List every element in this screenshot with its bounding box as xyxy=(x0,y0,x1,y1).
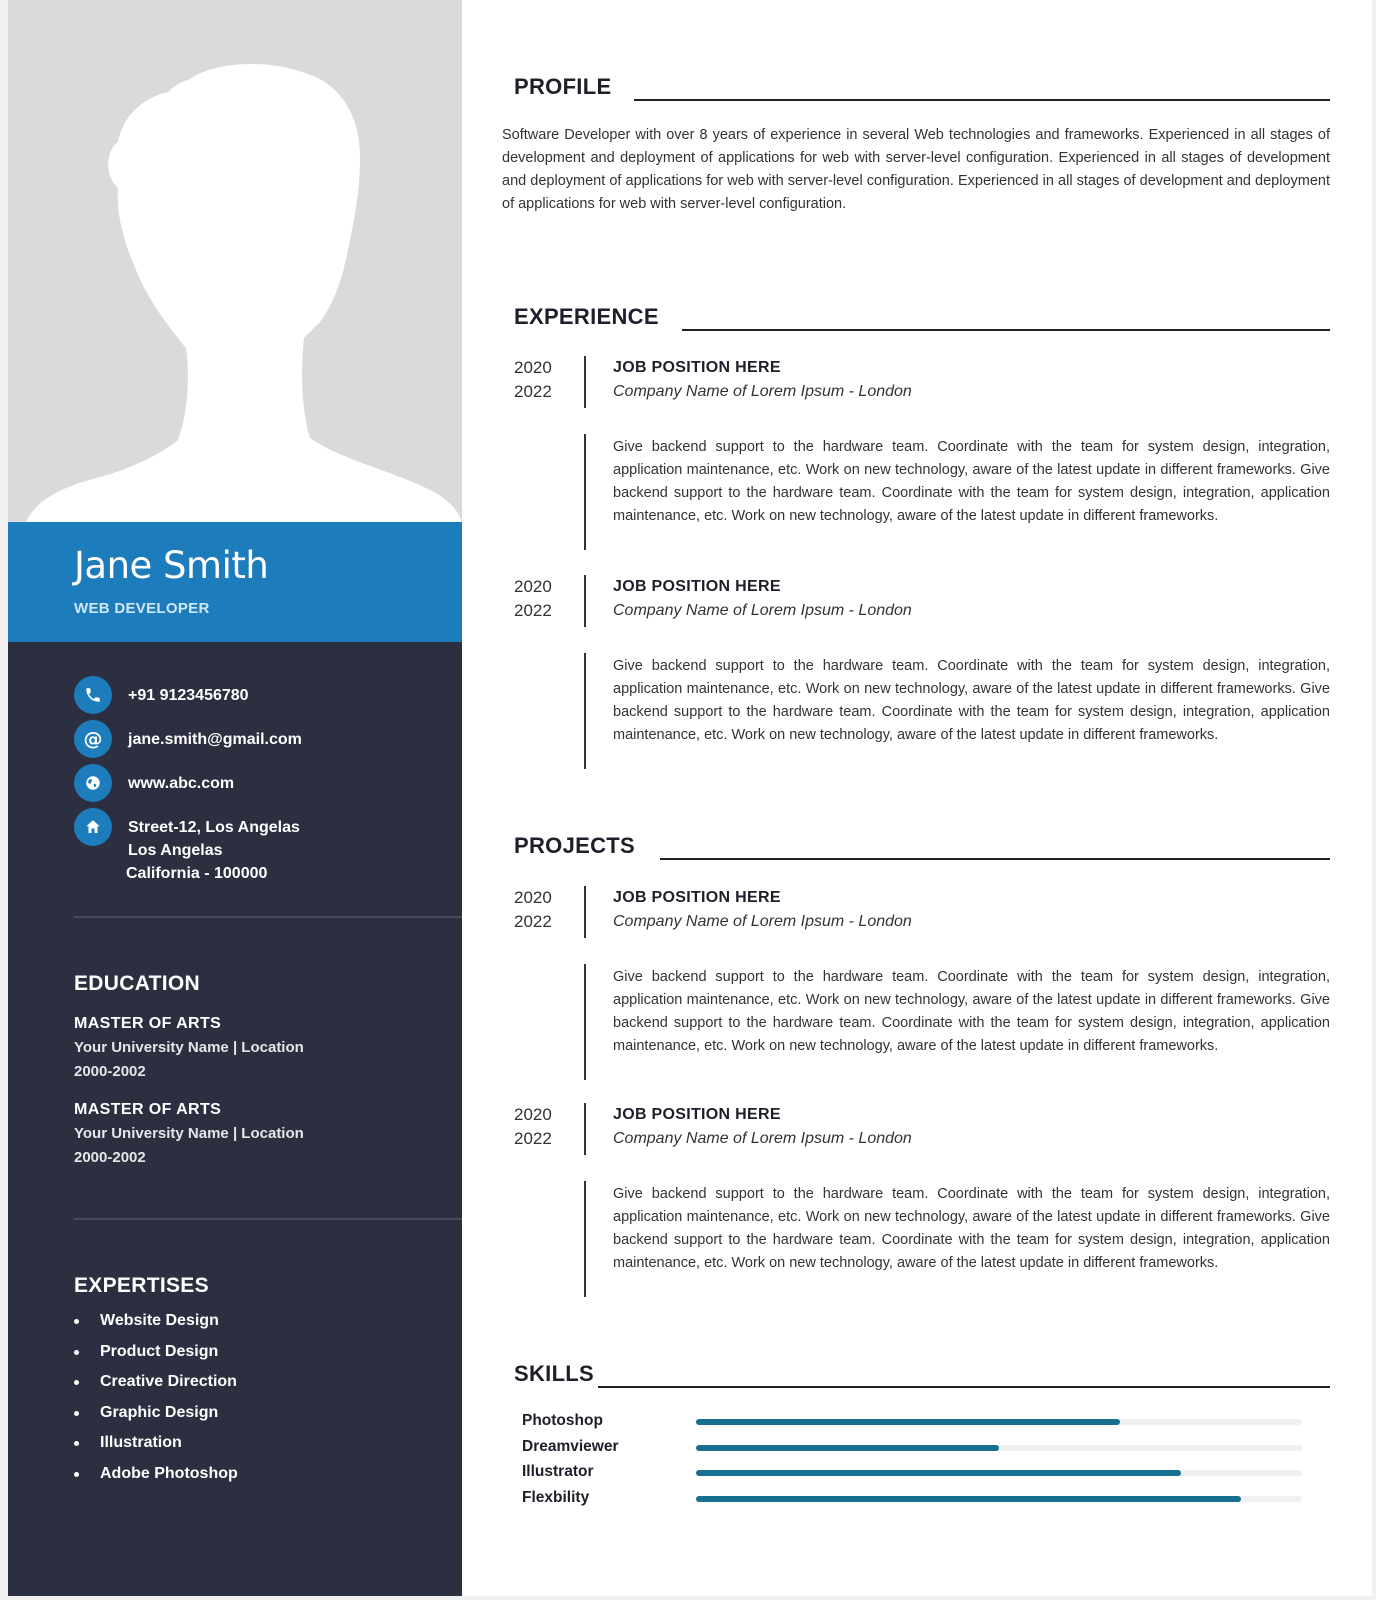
skill-bar-track xyxy=(696,1445,1302,1451)
timeline-line xyxy=(584,653,586,769)
list-item xyxy=(74,1341,238,1372)
company-name: Company Name of Lorem Ipsum - London xyxy=(613,602,912,619)
year-start: 2020 xyxy=(514,358,552,377)
degree-school: Your University Name | Location xyxy=(74,1125,304,1142)
profile-heading: PROFILE xyxy=(514,74,612,99)
expertise-label: Creative Direction xyxy=(100,1373,237,1391)
expertises-heading: EXPERTISES xyxy=(74,1274,209,1297)
expertise-label: Graphic Design xyxy=(100,1403,219,1421)
timeline-line xyxy=(584,964,586,1080)
skill-bar-fill xyxy=(696,1470,1181,1476)
address-line-2: Los Angelas xyxy=(128,842,223,859)
entry-years xyxy=(514,886,552,934)
experience-rule xyxy=(682,329,1330,331)
timeline-line xyxy=(584,1103,586,1155)
profile-summary: Software Developer with over 8 years of experience in several Web technologies and frameworks. Experienced in all stages of development and deployment of applications for web with server-level configuration. Experienced in all stages of development and deployment of applications for web with server-level configuration. Experienced in all stages of development and deployment of applications for web with server-level configuration. xyxy=(502,127,1330,212)
sidebar-divider xyxy=(74,916,462,918)
bullet-icon xyxy=(74,1380,79,1385)
bullet-icon xyxy=(74,1319,79,1324)
year-start: 2020 xyxy=(514,888,552,907)
list-item xyxy=(74,1371,238,1402)
skill-row xyxy=(522,1461,1312,1487)
skill-name: Dreamviewer xyxy=(522,1437,619,1455)
timeline-line xyxy=(584,434,586,550)
skill-row xyxy=(522,1436,1312,1462)
job-description: Give backend support to the hardware team. Coordinate with the team for system design, integration, application maintenance, etc. Work on new technology, aware of the latest update in different frameworks. Give backend support to the hardware team. Coordinate with the team for system design, integration, application maintenance, etc. Work on new technology, aware of the latest update in different frameworks. xyxy=(613,1186,1330,1271)
name-band xyxy=(8,522,462,642)
skill-bar-track xyxy=(696,1419,1302,1425)
expertises-list xyxy=(74,1310,238,1494)
company-name: Company Name of Lorem Ipsum - London xyxy=(613,913,912,930)
year-end: 2022 xyxy=(514,382,552,401)
entry-years xyxy=(514,575,552,623)
person-name: Jane Smith xyxy=(74,544,269,587)
home-icon xyxy=(74,808,112,846)
resume-page xyxy=(8,0,1372,1596)
skill-row xyxy=(522,1410,1312,1436)
sidebar xyxy=(8,0,462,1596)
job-description: Give backend support to the hardware team. Coordinate with the team for system design, integration, application maintenance, etc. Work on new technology, aware of the latest update in different frameworks. Give backend support to the hardware team. Coordinate with the team for system design, integration, application maintenance, etc. Work on new technology, aware of the latest update in different frameworks. xyxy=(613,658,1330,743)
list-item xyxy=(74,1432,238,1463)
job-position: JOB POSITION HERE xyxy=(613,1106,781,1123)
profile-rule xyxy=(634,99,1330,101)
education-item xyxy=(74,1098,434,1170)
skills-list xyxy=(522,1410,1312,1512)
timeline-line xyxy=(584,575,586,627)
list-item xyxy=(74,1310,238,1341)
company-name: Company Name of Lorem Ipsum - London xyxy=(613,1130,912,1147)
skill-bar-fill xyxy=(696,1419,1120,1425)
year-start: 2020 xyxy=(514,1105,552,1124)
degree-years: 2000-2002 xyxy=(74,1063,146,1080)
company-name: Company Name of Lorem Ipsum - London xyxy=(613,383,912,400)
timeline-line xyxy=(584,356,586,408)
skill-name: Photoshop xyxy=(522,1412,603,1429)
timeline-line xyxy=(584,886,586,938)
year-end: 2022 xyxy=(514,912,552,931)
list-item xyxy=(74,1402,238,1433)
profile-photo xyxy=(8,0,462,522)
at-icon: @ xyxy=(74,720,112,758)
expertise-label: Product Design xyxy=(100,1342,219,1360)
job-position: JOB POSITION HERE xyxy=(613,578,781,595)
skill-name: Flexbility xyxy=(522,1488,590,1506)
projects-heading: PROJECTS xyxy=(514,833,635,858)
experience-heading: EXPERIENCE xyxy=(514,304,659,329)
list-item xyxy=(74,1463,238,1494)
year-start: 2020 xyxy=(514,577,552,596)
skill-bar-fill xyxy=(696,1496,1241,1502)
entry-years xyxy=(514,356,552,404)
globe-icon xyxy=(74,764,112,802)
entry-years xyxy=(514,1103,552,1151)
bullet-icon xyxy=(74,1441,79,1446)
address-line-1: Street-12, Los Angelas xyxy=(128,819,300,836)
skill-bar-track xyxy=(696,1470,1302,1476)
education-item xyxy=(74,1012,434,1084)
address-line-3: California - 100000 xyxy=(126,865,268,882)
contact-email xyxy=(74,720,434,764)
email-address[interactable]: jane.smith@gmail.com xyxy=(128,731,302,748)
skill-row xyxy=(522,1487,1312,1513)
job-description: Give backend support to the hardware team. Coordinate with the team for system design, integration, application maintenance, etc. Work on new technology, aware of the latest update in different frameworks. Give backend support to the hardware team. Coordinate with the team for system design, integration, application maintenance, etc. Work on new technology, aware of the latest update in different frameworks. xyxy=(613,969,1330,1054)
expertise-label: Adobe Photoshop xyxy=(100,1464,238,1482)
expertise-label: Illustration xyxy=(100,1434,182,1452)
bullet-icon xyxy=(74,1411,79,1416)
skill-name: Illustrator xyxy=(522,1463,594,1481)
job-position: JOB POSITION HERE xyxy=(613,889,781,906)
degree-title: MASTER OF ARTS xyxy=(74,1015,222,1032)
person-role: WEB DEVELOPER xyxy=(74,600,210,617)
contact-address xyxy=(74,808,434,888)
bullet-icon xyxy=(74,1472,79,1477)
contact-list xyxy=(74,676,434,888)
sidebar-divider xyxy=(74,1218,462,1220)
contact-website xyxy=(74,764,434,808)
phone-number[interactable]: +91 9123456780 xyxy=(128,687,249,704)
timeline-line xyxy=(584,1181,586,1297)
degree-title: MASTER OF ARTS xyxy=(74,1101,222,1118)
skill-bar-fill xyxy=(696,1445,999,1451)
projects-rule xyxy=(660,858,1330,860)
skills-rule xyxy=(598,1386,1330,1388)
education-heading: EDUCATION xyxy=(74,972,200,995)
skills-heading: SKILLS xyxy=(514,1361,595,1386)
job-position: JOB POSITION HERE xyxy=(613,359,781,376)
year-end: 2022 xyxy=(514,1129,552,1148)
avatar-silhouette-icon xyxy=(8,0,462,522)
degree-school: Your University Name | Location xyxy=(74,1039,304,1056)
website-link[interactable]: www.abc.com xyxy=(128,775,235,792)
year-end: 2022 xyxy=(514,601,552,620)
bullet-icon xyxy=(74,1350,79,1355)
degree-years: 2000-2002 xyxy=(74,1149,146,1166)
expertise-label: Website Design xyxy=(100,1312,219,1329)
job-description: Give backend support to the hardware team. Coordinate with the team for system design, integration, application maintenance, etc. Work on new technology, aware of the latest update in different frameworks. Give backend support to the hardware team. Coordinate with the team for system design, integration, application maintenance, etc. Work on new technology, aware of the latest update in different frameworks. xyxy=(613,439,1330,524)
phone-icon xyxy=(74,676,112,714)
skill-bar-track xyxy=(696,1496,1302,1502)
contact-phone xyxy=(74,676,434,720)
address-text xyxy=(128,816,300,885)
